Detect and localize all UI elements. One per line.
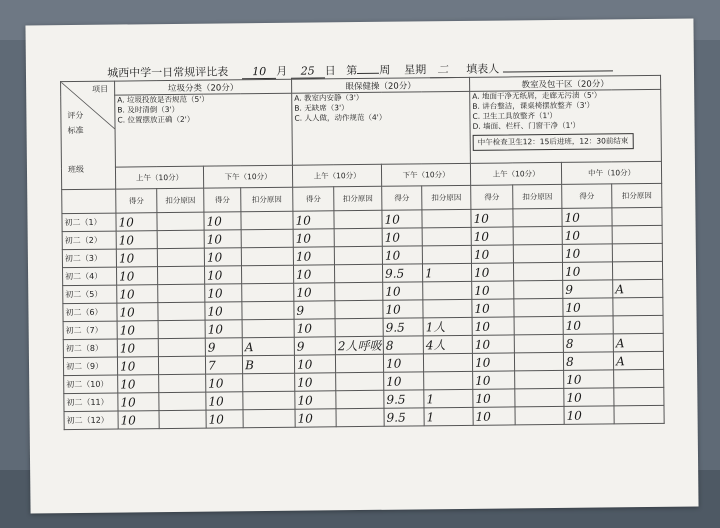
reason-cell[interactable] (158, 284, 205, 302)
reason-cell[interactable] (614, 387, 664, 406)
reason-cell[interactable] (158, 320, 205, 338)
reason-cell[interactable] (242, 301, 294, 320)
corner-item-label: 项目 (92, 84, 109, 94)
reason-cell[interactable]: A (613, 351, 663, 370)
score-cell[interactable]: 10 (383, 282, 423, 300)
score-cell[interactable]: 10 (472, 353, 514, 371)
reason-cell[interactable] (334, 228, 382, 247)
reason-cell[interactable] (424, 371, 473, 390)
reason-cell[interactable] (242, 283, 294, 302)
class-name-cell: 初二（4） (63, 267, 117, 286)
score-cell[interactable]: 10 (118, 393, 159, 411)
category-header-eye-exercise: 眼保健操（20分） (292, 77, 470, 93)
day-label: 日 (324, 64, 336, 78)
score-cell[interactable]: 10 (383, 300, 423, 318)
corner-class-label: 班级 (67, 164, 85, 175)
criteria-eye-exercise (292, 91, 471, 165)
class-name-cell: 初二（3） (62, 249, 116, 268)
reason-cell[interactable] (514, 316, 563, 335)
score-cell[interactable]: 9.5 (383, 318, 423, 336)
class-name-cell: 初二（5） (63, 285, 117, 304)
reason-cell[interactable] (334, 210, 382, 229)
reason-cell[interactable]: A (613, 333, 663, 352)
reason-cell[interactable] (157, 230, 204, 248)
reason-header: 扣分原因 (334, 186, 382, 211)
period-header: 下午（10分） (381, 163, 470, 186)
class-name-cell: 初二（8） (63, 339, 117, 358)
score-cell[interactable]: 10 (471, 227, 513, 245)
score-cell[interactable]: 9.5 (384, 390, 424, 408)
criteria-classroom (470, 89, 662, 163)
score-cell[interactable]: 10 (116, 231, 157, 249)
reason-cell[interactable] (513, 244, 562, 263)
score-cell[interactable]: 10 (206, 392, 243, 410)
score-cell[interactable]: 10 (205, 320, 242, 338)
score-cell[interactable]: 9 (563, 280, 613, 299)
reason-cell[interactable] (422, 209, 471, 228)
sheet-title: 城西中学一日常规评比表 (107, 65, 229, 80)
reason-cell[interactable]: 2人呼吸 (335, 336, 383, 355)
month-field[interactable]: 10 (242, 65, 276, 79)
class-name-cell: 初二（7） (63, 321, 117, 340)
score-cell[interactable]: 10 (117, 321, 158, 339)
reason-cell[interactable]: 1人 (423, 317, 472, 336)
score-cell[interactable]: 10 (564, 388, 614, 407)
reason-cell[interactable] (243, 373, 295, 392)
reason-cell[interactable] (158, 302, 205, 320)
score-header: 得分 (471, 185, 513, 209)
reason-cell[interactable] (423, 281, 472, 300)
reason-cell[interactable]: A (242, 337, 294, 356)
score-header: 得分 (204, 188, 241, 212)
reason-cell[interactable] (241, 247, 293, 266)
score-cell[interactable]: 10 (382, 210, 422, 228)
category-header-classroom: 教室及包干区（20分） (470, 75, 661, 91)
score-cell[interactable]: 8 (383, 336, 423, 354)
reason-cell[interactable] (241, 211, 293, 230)
criteria-item: A. 教室内安静（3'） (294, 92, 364, 103)
reason-cell[interactable]: A (613, 279, 663, 298)
score-header: 得分 (562, 184, 612, 209)
score-header: 得分 (293, 187, 334, 211)
reason-cell[interactable] (613, 315, 663, 334)
class-name-cell: 初二（6） (63, 303, 117, 322)
filler-field[interactable] (503, 70, 613, 72)
score-cell[interactable]: 10 (472, 263, 514, 281)
criteria-item: B. 无缺席（3'） (294, 103, 349, 113)
class-name-cell: 初二（12） (64, 411, 118, 430)
criteria-item: A. 地面干净无纸屑，走廊无污渍（5'） (472, 90, 602, 101)
score-cell[interactable]: 10 (118, 375, 159, 393)
score-cell[interactable]: 7 (205, 356, 242, 374)
score-cell[interactable]: 8 (563, 352, 613, 371)
reason-cell[interactable] (243, 391, 295, 410)
score-cell[interactable]: 10 (562, 208, 612, 227)
evaluation-sheet (25, 19, 698, 514)
reason-cell[interactable] (335, 300, 383, 319)
reason-cell[interactable] (515, 370, 564, 389)
score-cell[interactable]: 10 (293, 247, 334, 265)
reason-cell[interactable] (336, 390, 384, 409)
score-cell[interactable]: 10 (563, 262, 613, 281)
reason-cell[interactable] (423, 353, 472, 372)
score-cell[interactable]: 10 (206, 410, 243, 428)
score-cell[interactable]: 10 (204, 266, 241, 284)
reason-cell[interactable] (157, 212, 204, 230)
score-cell[interactable]: 9 (205, 338, 242, 356)
category-header-garbage: 垃圾分类（20分） (115, 79, 292, 95)
reason-cell[interactable] (241, 229, 293, 248)
reason-cell[interactable] (422, 245, 471, 264)
day-field[interactable]: 25 (291, 64, 325, 78)
reason-cell[interactable] (614, 405, 664, 424)
score-header: 得分 (116, 189, 157, 213)
score-cell[interactable]: 10 (116, 267, 157, 285)
score-cell[interactable]: 10 (295, 409, 336, 427)
score-cell[interactable]: 10 (295, 391, 336, 409)
score-cell[interactable]: 10 (116, 249, 157, 267)
criteria-item: B. 讲台整洁，课桌椅摆放整齐（3'） (472, 100, 595, 111)
score-table (60, 75, 665, 430)
reason-cell[interactable] (243, 409, 295, 428)
score-cell[interactable]: 10 (293, 229, 334, 247)
score-cell[interactable]: 10 (383, 354, 423, 372)
reason-header: 扣分原因 (513, 184, 562, 209)
inspection-note: 中午检查卫生12：15后进班，12：30前结束 (473, 133, 634, 151)
weekday-label: 星期 (404, 63, 427, 77)
score-cell[interactable]: 10 (471, 209, 513, 227)
score-cell[interactable]: 10 (472, 299, 514, 317)
score-cell[interactable]: 10 (206, 374, 243, 392)
reason-cell[interactable] (514, 352, 563, 371)
reason-cell[interactable] (158, 356, 205, 374)
score-cell[interactable]: 10 (204, 212, 241, 230)
score-cell[interactable]: 10 (382, 228, 422, 246)
score-cell[interactable]: 9 (294, 337, 335, 355)
reason-cell[interactable] (515, 406, 564, 425)
score-cell[interactable]: 10 (117, 285, 158, 303)
corner-criteria-label: 评分标准 (67, 110, 84, 136)
criteria-item: C. 位置摆放正确（2'） (117, 114, 195, 125)
reason-header: 扣分原因 (422, 185, 471, 210)
class-name-cell: 初二（10） (64, 375, 118, 394)
score-cell[interactable]: 10 (472, 281, 514, 299)
reason-cell[interactable] (612, 225, 662, 244)
reason-cell[interactable]: 1 (422, 263, 471, 282)
reason-cell[interactable] (159, 374, 206, 392)
reason-cell[interactable] (334, 246, 382, 265)
reason-cell[interactable] (613, 297, 663, 316)
score-table-body (61, 75, 665, 429)
score-cell[interactable]: 10 (205, 284, 242, 302)
reason-cell[interactable]: B (242, 355, 294, 374)
score-cell[interactable]: 10 (473, 389, 515, 407)
reason-cell[interactable] (335, 264, 383, 283)
score-cell[interactable]: 10 (563, 316, 613, 335)
reason-cell[interactable] (612, 207, 662, 226)
reason-cell[interactable] (242, 319, 294, 338)
score-cell[interactable]: 10 (293, 211, 334, 229)
score-cell[interactable]: 10 (563, 298, 613, 317)
period-header: 上午（10分） (292, 164, 381, 187)
criteria-row (61, 89, 662, 167)
period-header: 上午（10分） (470, 162, 561, 185)
criteria-garbage (115, 93, 293, 167)
reason-cell[interactable] (613, 261, 663, 280)
score-cell[interactable]: 10 (471, 245, 513, 263)
class-name-cell: 初二（9） (63, 357, 117, 376)
score-cell[interactable]: 10 (382, 246, 422, 264)
score-cell[interactable]: 10 (294, 283, 335, 301)
score-cell[interactable]: 10 (384, 372, 424, 390)
score-cell[interactable]: 10 (205, 302, 242, 320)
class-name-cell: 初二（1） (62, 213, 116, 232)
reason-cell[interactable] (514, 298, 563, 317)
score-cell[interactable]: 10 (564, 370, 614, 389)
score-cell[interactable]: 10 (204, 248, 241, 266)
score-cell[interactable]: 10 (118, 411, 159, 429)
class-name-cell: 初二（2） (62, 231, 116, 250)
reason-cell[interactable] (423, 299, 472, 318)
reason-cell[interactable] (336, 372, 384, 391)
score-cell[interactable]: 10 (294, 355, 335, 373)
reason-cell[interactable] (422, 227, 471, 246)
score-cell[interactable]: 10 (117, 357, 158, 375)
criteria-item: C. 卫生工具放整齐（1'） (472, 110, 557, 121)
score-cell[interactable]: 10 (473, 371, 515, 389)
score-cell[interactable]: 9.5 (384, 408, 424, 426)
score-cell[interactable]: 9 (294, 301, 335, 319)
reason-header: 扣分原因 (612, 183, 662, 208)
score-cell[interactable]: 10 (204, 230, 241, 248)
reason-cell[interactable] (157, 266, 204, 284)
reason-cell[interactable] (335, 318, 383, 337)
score-cell[interactable]: 10 (472, 335, 514, 353)
score-cell[interactable]: 10 (295, 373, 336, 391)
period-header: 上午（10分） (115, 166, 203, 189)
reason-header: 扣分原因 (241, 187, 293, 212)
reason-cell[interactable] (336, 408, 384, 427)
reason-cell[interactable] (514, 334, 563, 353)
criteria-item: C. 人人做，动作规范（4'） (294, 112, 387, 123)
week-label: 第 (346, 64, 358, 78)
reason-cell[interactable] (157, 248, 204, 266)
reason-cell[interactable] (514, 262, 563, 281)
reason-cell[interactable]: 1 (424, 407, 473, 426)
month-label: 月 (276, 64, 288, 78)
filler-label: 填表人 (466, 62, 500, 76)
reason-cell[interactable] (513, 208, 562, 227)
criteria-item: A. 垃圾投放是否规范（5'） (117, 94, 209, 105)
score-cell[interactable]: 10 (117, 339, 158, 357)
reason-cell[interactable] (515, 388, 564, 407)
score-cell[interactable]: 10 (294, 319, 335, 337)
score-cell[interactable]: 10 (562, 244, 612, 263)
score-header: 得分 (382, 186, 422, 210)
score-cell[interactable]: 10 (116, 213, 157, 231)
score-cell[interactable]: 10 (294, 265, 335, 283)
score-cell[interactable]: 10 (564, 406, 614, 425)
period-header: 中午（10分） (561, 161, 661, 184)
weekday-field[interactable]: 二 (430, 61, 456, 78)
reason-cell[interactable] (614, 369, 664, 388)
score-cell[interactable]: 8 (563, 334, 613, 353)
reason-cell[interactable] (159, 410, 206, 428)
reason-cell[interactable] (335, 354, 383, 373)
criteria-item: B. 及时清倒（3'） (117, 104, 180, 115)
reason-cell[interactable] (241, 265, 293, 284)
reason-cell[interactable]: 4人 (423, 335, 472, 354)
period-header: 下午（10分） (203, 165, 292, 188)
criteria-item: D. 墙面、栏杆、门窗干净（1'） (472, 120, 581, 131)
reason-cell[interactable] (159, 392, 206, 410)
week-suffix: 周 (379, 63, 391, 77)
reason-cell[interactable]: 1 (424, 389, 473, 408)
reason-cell[interactable] (335, 282, 383, 301)
reason-cell[interactable] (612, 243, 662, 262)
score-cell[interactable]: 10 (472, 317, 514, 335)
reason-cell[interactable] (513, 226, 562, 245)
class-column-header (62, 189, 116, 214)
reason-cell[interactable] (158, 338, 205, 356)
score-cell[interactable]: 10 (117, 303, 158, 321)
class-name-cell: 初二（11） (64, 393, 118, 412)
reason-header: 扣分原因 (157, 188, 204, 212)
score-cell[interactable]: 10 (562, 226, 612, 245)
score-cell[interactable]: 10 (473, 407, 515, 425)
week-field[interactable] (357, 73, 379, 74)
reason-cell[interactable] (514, 280, 563, 299)
score-cell[interactable]: 9.5 (382, 264, 422, 282)
corner-cell (61, 81, 116, 190)
